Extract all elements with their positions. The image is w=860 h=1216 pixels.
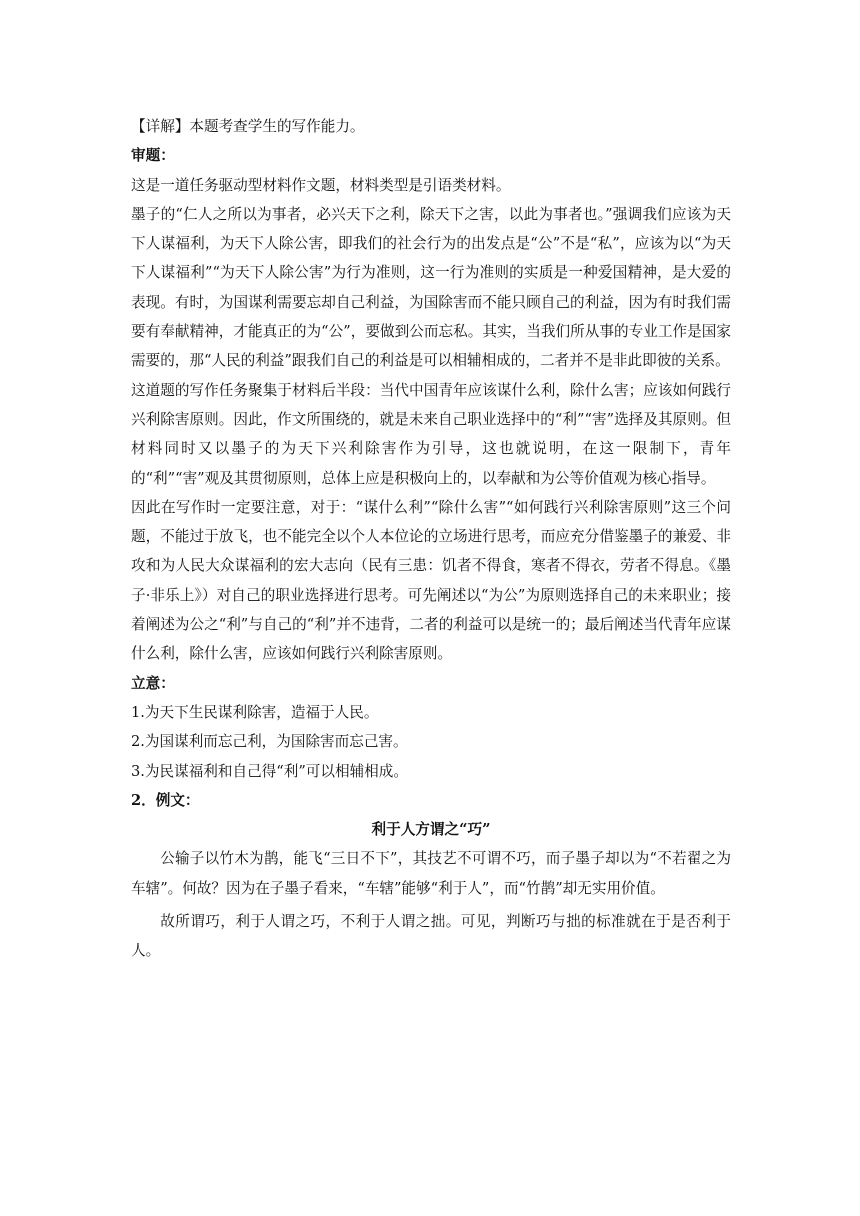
analysis-paragraph-2: 墨子的“仁人之所以为事者，必兴天下之利，除天下之害，以此为事者也。”强调我们应该为天下人谋福利，为天下人除公害，即我们的社会行为的出发点是“公”不是“私”，应该为以“为天下人谋福利”“为天下人除公害”为行为准则，这一行为准则的实质是一种爱国精神，是大爱的表现。有时，为国谋利需要忘却自己利益，为国除害而不能只顾自己的利益，因为有时我们需要有奉献精神，才能真正的为“公”，要做到公而忘私。其实，当我们所从事的专业工作是国家需要的，那“人民的利益”跟我们自己的利益是可以相辅相成的，二者并不是非此即彼的关系。: [131, 205, 731, 370]
analysis-paragraph-1: 这是一道任务驱动型材料作文题，材料类型是引语类材料。: [131, 176, 511, 194]
theme-item-3: 3.为民谋福利和自己得“利”可以相辅相成。: [131, 762, 408, 780]
essay-title: 利于人方谓之“巧”: [371, 821, 491, 839]
analysis-heading: 审题：: [131, 147, 175, 165]
theme-item-2: 2.为国谋利而忘己利，为国除害而忘己害。: [131, 733, 408, 751]
document-page: [131, 112, 731, 966]
theme-item-1: 1.为天下生民谋利除害，造福于人民。: [131, 703, 379, 721]
analysis-paragraph-4: 因此在写作时一定要注意，对于：“谋什么利”“除什么害”“如何践行兴利除害原则”这三个问题，不能过于放飞，也不能完全以个人本位论的立场进行思考，而应充分借鉴墨子的兼爱、非攻和为人民大众谋福利的宏大志向（民有三患：饥者不得食，寒者不得衣，劳者不得息。《墨子·非乐上》）对自己的职业选择进行思考。可先阐述以“为公”为原则选择自己的未来职业；接着阐述为公之“利”与自己的“利”并不违背，二者的利益可以是统一的；最后阐述当代青年应谋什么利，除什么害，应该如何践行兴利除害原则。: [131, 498, 731, 663]
theme-heading: 立意：: [131, 674, 175, 692]
essay-paragraph-1: 公输子以竹木为鹊，能飞“三日不下”，其技艺不可谓不巧，而子墨子却以为“不若翟之为车辖”。何故？因为在子墨子看来，“车辖”能够“利于人”，而“竹鹊”却无实用价值。: [131, 850, 731, 897]
essay-heading: 2．例文：: [131, 791, 200, 809]
explanation-intro: 【详解】本题考查学生的写作能力。: [131, 118, 365, 135]
essay-paragraph-2: 故所谓巧，利于人谓之巧，不利于人谓之拙。可见，判断巧与拙的标准就在于是否利于人。: [131, 913, 731, 960]
analysis-paragraph-3: 这道题的写作任务聚集于材料后半段：当代中国青年应该谋什么利，除什么害；应该如何践行兴利除害原则。因此，作文所围绕的，就是未来自己职业选择中的“利”“害”选择及其原则。但材料同时又以墨子的为天下兴利除害作为引导，这也就说明，在这一限制下，青年的“利”“害”观及其贯彻原则，总体上应是积极向上的，以奉献和为公等价值观为核心指导。: [131, 381, 731, 487]
